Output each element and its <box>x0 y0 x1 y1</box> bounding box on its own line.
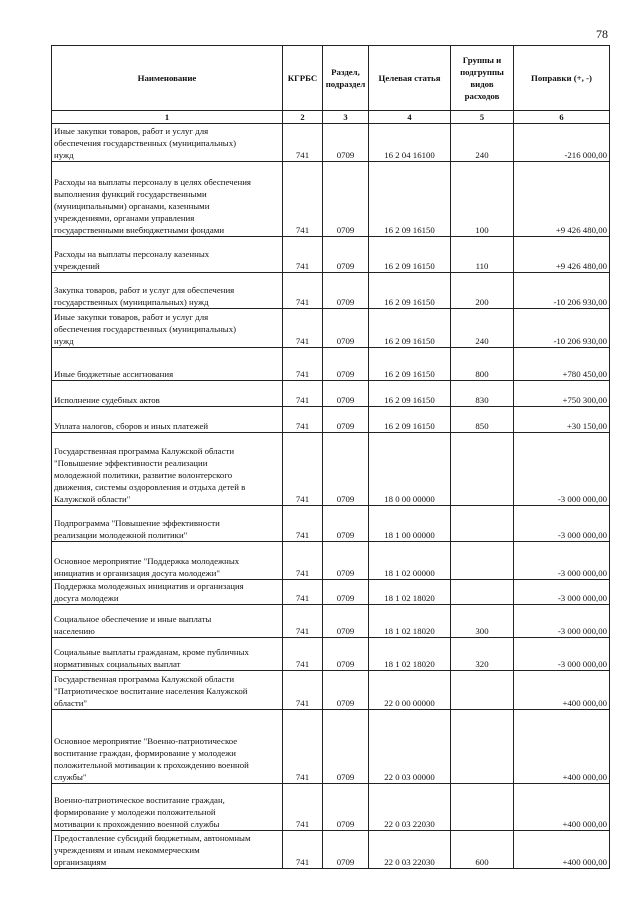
cell-popravki: +750 300,00 <box>514 381 610 407</box>
cell-razdel: 0709 <box>323 273 369 309</box>
cell-kgrbs: 741 <box>283 671 323 710</box>
cell-razdel: 0709 <box>323 348 369 381</box>
cell-statya: 18 1 00 00000 <box>369 506 451 542</box>
cell-razdel: 0709 <box>323 638 369 671</box>
table-row <box>52 638 610 671</box>
cell-statya: 22 0 00 00000 <box>369 671 451 710</box>
header-vid: Группы и подгруппы видов расходов <box>451 46 514 111</box>
cell-statya: 22 0 03 00000 <box>369 710 451 784</box>
header-name: Наименование <box>52 46 283 111</box>
cell-popravki: +400 000,00 <box>514 831 610 869</box>
budget-amendments-table <box>51 45 610 869</box>
column-number: 1 <box>52 111 283 124</box>
cell-razdel: 0709 <box>323 784 369 831</box>
cell-popravki: +780 450,00 <box>514 348 610 381</box>
cell-razdel: 0709 <box>323 580 369 605</box>
cell-vid <box>451 433 514 506</box>
cell-statya: 16 2 09 16150 <box>369 273 451 309</box>
cell-statya: 18 1 02 18020 <box>369 605 451 638</box>
cell-kgrbs: 741 <box>283 273 323 309</box>
cell-popravki: -3 000 000,00 <box>514 433 610 506</box>
cell-kgrbs: 741 <box>283 124 323 162</box>
cell-kgrbs: 741 <box>283 162 323 237</box>
cell-popravki: +9 426 480,00 <box>514 237 610 273</box>
cell-vid: 850 <box>451 407 514 433</box>
table-row <box>52 710 610 784</box>
cell-popravki: -10 206 930,00 <box>514 273 610 309</box>
cell-kgrbs: 741 <box>283 542 323 580</box>
cell-popravki: +30 150,00 <box>514 407 610 433</box>
cell-vid <box>451 671 514 710</box>
cell-razdel: 0709 <box>323 542 369 580</box>
cell-razdel: 0709 <box>323 381 369 407</box>
cell-popravki: -216 000,00 <box>514 124 610 162</box>
cell-popravki: +9 426 480,00 <box>514 162 610 237</box>
cell-statya: 16 2 09 16150 <box>369 348 451 381</box>
cell-vid: 240 <box>451 309 514 348</box>
cell-name: Поддержка молодежных инициатив и организация досуга молодежи <box>52 580 283 605</box>
cell-popravki: +400 000,00 <box>514 710 610 784</box>
table-row <box>52 309 610 348</box>
cell-name: Государственная программа Калужской области "Патриотическое воспитание населения Калужской области" <box>52 671 283 710</box>
cell-name: Основное мероприятие "Поддержка молодежных инициатив и организация досуга молодежи" <box>52 542 283 580</box>
cell-statya: 18 1 02 00000 <box>369 542 451 580</box>
table-row <box>52 831 610 869</box>
cell-statya: 18 1 02 18020 <box>369 580 451 605</box>
cell-kgrbs: 741 <box>283 381 323 407</box>
cell-vid <box>451 506 514 542</box>
cell-vid: 100 <box>451 162 514 237</box>
cell-kgrbs: 741 <box>283 580 323 605</box>
header-razdel: Раздел, подраздел <box>323 46 369 111</box>
cell-vid: 200 <box>451 273 514 309</box>
cell-name: Иные закупки товаров, работ и услуг для обеспечения государственных (муниципальных) нужд <box>52 124 283 162</box>
cell-kgrbs: 741 <box>283 237 323 273</box>
table-row <box>52 348 610 381</box>
table-row <box>52 542 610 580</box>
cell-kgrbs: 741 <box>283 638 323 671</box>
table-header-row <box>52 46 610 111</box>
cell-razdel: 0709 <box>323 605 369 638</box>
cell-razdel: 0709 <box>323 831 369 869</box>
cell-kgrbs: 741 <box>283 605 323 638</box>
column-number: 2 <box>283 111 323 124</box>
table-row <box>52 605 610 638</box>
cell-name: Закупка товаров, работ и услуг для обеспечения государственных (муниципальных) нужд <box>52 273 283 309</box>
cell-popravki: +400 000,00 <box>514 784 610 831</box>
cell-popravki: +400 000,00 <box>514 671 610 710</box>
cell-statya: 16 2 09 16150 <box>369 237 451 273</box>
cell-razdel: 0709 <box>323 671 369 710</box>
table-row <box>52 580 610 605</box>
cell-popravki: -3 000 000,00 <box>514 580 610 605</box>
cell-name: Социальное обеспечение и иные выплаты населению <box>52 605 283 638</box>
column-number-row <box>52 111 610 124</box>
table-row <box>52 273 610 309</box>
cell-kgrbs: 741 <box>283 348 323 381</box>
table-row <box>52 381 610 407</box>
cell-razdel: 0709 <box>323 710 369 784</box>
cell-popravki: -3 000 000,00 <box>514 605 610 638</box>
cell-razdel: 0709 <box>323 309 369 348</box>
cell-statya: 22 0 03 22030 <box>369 831 451 869</box>
cell-name: Иные бюджетные ассигнования <box>52 348 283 381</box>
cell-statya: 16 2 09 16150 <box>369 381 451 407</box>
cell-statya: 16 2 09 16150 <box>369 407 451 433</box>
cell-vid: 300 <box>451 605 514 638</box>
column-number: 3 <box>323 111 369 124</box>
cell-vid <box>451 784 514 831</box>
cell-razdel: 0709 <box>323 407 369 433</box>
header-popravki: Поправки (+, -) <box>514 46 610 111</box>
cell-popravki: -3 000 000,00 <box>514 542 610 580</box>
table-row <box>52 124 610 162</box>
table-row <box>52 407 610 433</box>
cell-kgrbs: 741 <box>283 506 323 542</box>
column-number: 5 <box>451 111 514 124</box>
cell-name: Уплата налогов, сборов и иных платежей <box>52 407 283 433</box>
cell-razdel: 0709 <box>323 124 369 162</box>
cell-name: Исполнение судебных актов <box>52 381 283 407</box>
cell-vid: 600 <box>451 831 514 869</box>
cell-name: Расходы на выплаты персоналу казенных учреждений <box>52 237 283 273</box>
cell-kgrbs: 741 <box>283 433 323 506</box>
cell-statya: 16 2 04 16100 <box>369 124 451 162</box>
header-statya: Целевая статья <box>369 46 451 111</box>
table-row <box>52 671 610 710</box>
cell-statya: 18 1 02 18020 <box>369 638 451 671</box>
cell-name: Военно-патриотическое воспитание граждан, формирование у молодежи положительной мотивации к прохождению военной службы <box>52 784 283 831</box>
cell-vid: 800 <box>451 348 514 381</box>
cell-razdel: 0709 <box>323 237 369 273</box>
cell-name: Предоставление субсидий бюджетным, автономным учреждениям и иным некоммерческим организациям <box>52 831 283 869</box>
cell-name: Подпрограмма "Повышение эффективности реализации молодежной политики" <box>52 506 283 542</box>
cell-kgrbs: 741 <box>283 407 323 433</box>
table-row <box>52 433 610 506</box>
cell-vid <box>451 542 514 580</box>
cell-kgrbs: 741 <box>283 831 323 869</box>
cell-name: Государственная программа Калужской области "Повышение эффективности реализации молодежной политики, развитие волонтерского движения, системы оздоровления и отдыха детей в Калужской области" <box>52 433 283 506</box>
column-number: 4 <box>369 111 451 124</box>
cell-vid: 240 <box>451 124 514 162</box>
cell-statya: 18 0 00 00000 <box>369 433 451 506</box>
cell-statya: 16 2 09 16150 <box>369 162 451 237</box>
cell-popravki: -3 000 000,00 <box>514 638 610 671</box>
cell-statya: 16 2 09 16150 <box>369 309 451 348</box>
cell-name: Основное мероприятие "Военно-патриотическое воспитание граждан, формирование у молодежи положительной мотивации к прохождению военной службы" <box>52 710 283 784</box>
cell-popravki: -3 000 000,00 <box>514 506 610 542</box>
cell-kgrbs: 741 <box>283 710 323 784</box>
cell-razdel: 0709 <box>323 162 369 237</box>
cell-vid <box>451 580 514 605</box>
cell-razdel: 0709 <box>323 506 369 542</box>
cell-kgrbs: 741 <box>283 309 323 348</box>
cell-popravki: -10 206 930,00 <box>514 309 610 348</box>
cell-name: Расходы на выплаты персоналу в целях обеспечения выполнения функций государственными (муниципальными) органами, казенными учреждениями, органами управления государственными внебюджетными фондами <box>52 162 283 237</box>
cell-vid: 830 <box>451 381 514 407</box>
page-number: 78 <box>596 27 608 41</box>
cell-name: Социальные выплаты гражданам, кроме публичных нормативных социальных выплат <box>52 638 283 671</box>
column-number: 6 <box>514 111 610 124</box>
cell-razdel: 0709 <box>323 433 369 506</box>
table-row <box>52 162 610 237</box>
cell-kgrbs: 741 <box>283 784 323 831</box>
cell-vid: 110 <box>451 237 514 273</box>
cell-name: Иные закупки товаров, работ и услуг для обеспечения государственных (муниципальных) нужд <box>52 309 283 348</box>
cell-vid <box>451 710 514 784</box>
table-row <box>52 237 610 273</box>
cell-vid: 320 <box>451 638 514 671</box>
header-kgrbs: КГРБС <box>283 46 323 111</box>
table-row <box>52 506 610 542</box>
cell-statya: 22 0 03 22030 <box>369 784 451 831</box>
table-row <box>52 784 610 831</box>
